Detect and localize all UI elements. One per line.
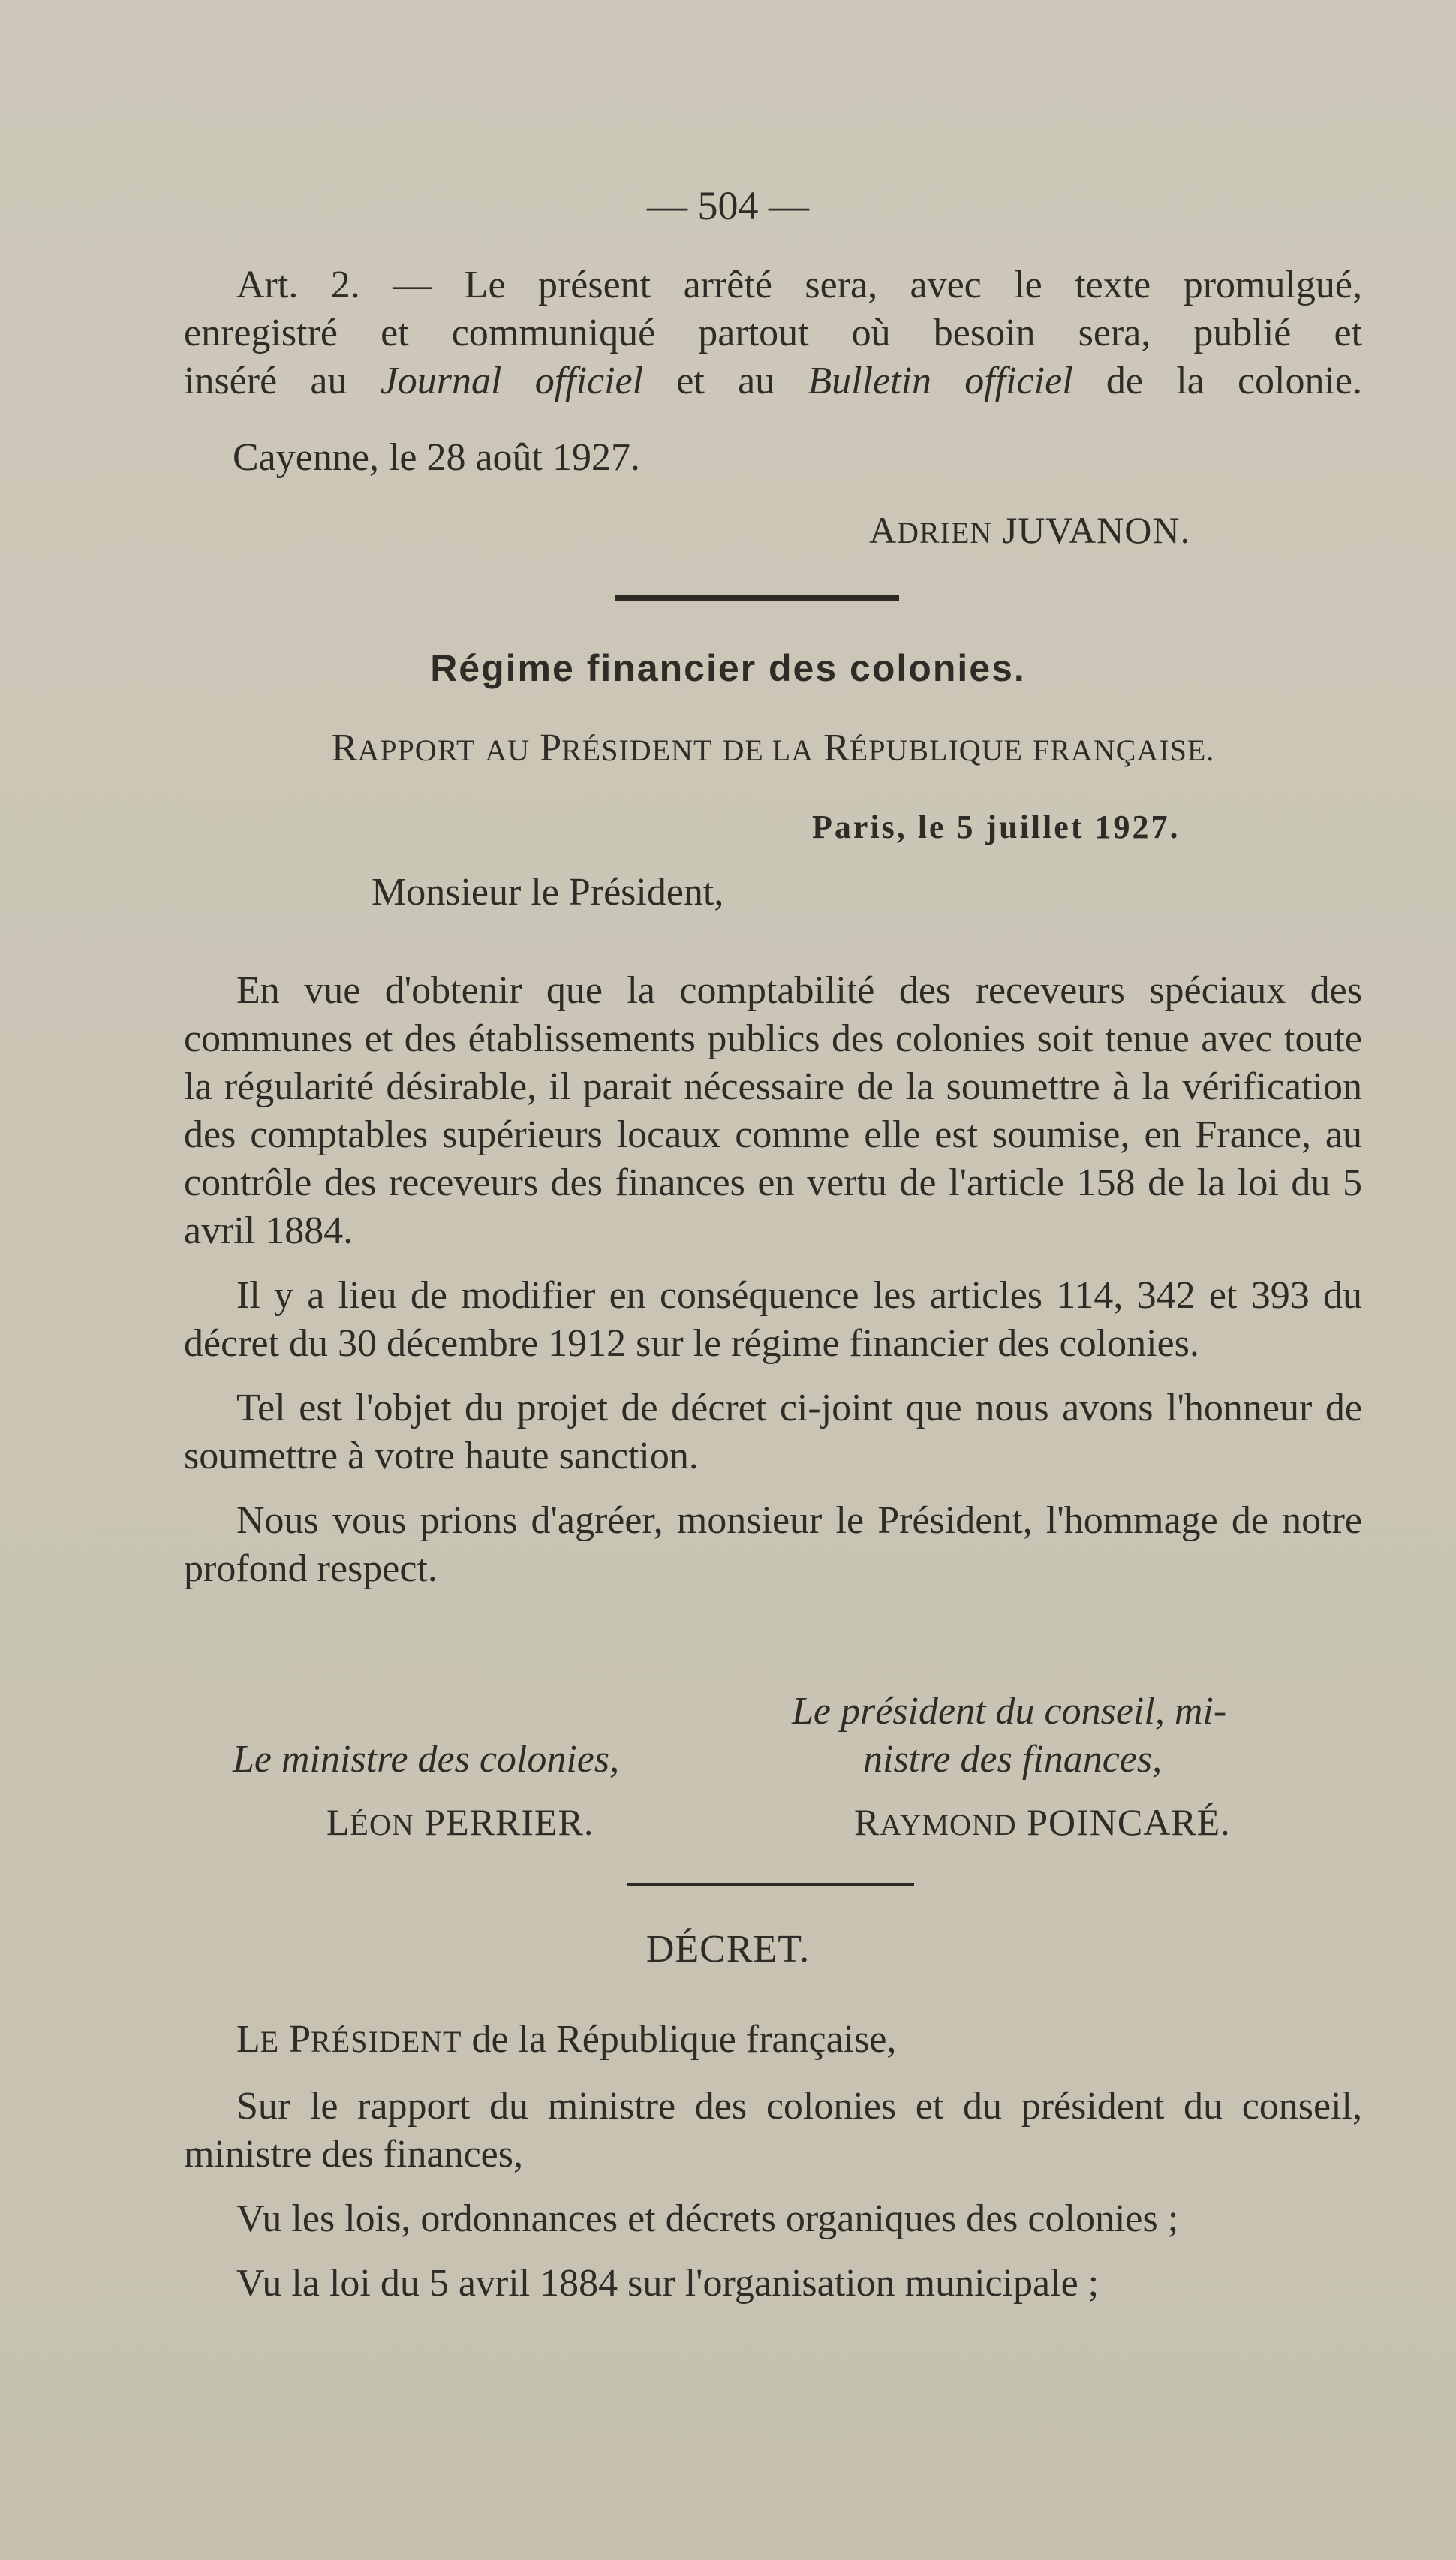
article-2-text: inséré au <box>184 360 381 402</box>
decree-word: de la République française, <box>462 2018 897 2061</box>
report-title-word: R <box>823 727 850 770</box>
report-title-word: P <box>540 727 562 770</box>
report-title-word: AU <box>485 733 531 767</box>
decree-word: P <box>289 2018 311 2061</box>
report-title <box>184 724 1362 775</box>
article-2-text: de la colonie. <box>1072 360 1362 402</box>
right-signatory-name <box>854 1800 1231 1844</box>
decree-president <box>184 2016 1362 2066</box>
paragraph-4: Nous vous prions d'agréer, monsieur le Président, l'hommage de notre profond respect. <box>184 1499 1362 1590</box>
left-signatory-name <box>326 1800 594 1844</box>
journal-officiel: Journal officiel <box>380 360 644 402</box>
signatory-initial: R <box>854 1801 880 1843</box>
report-body <box>184 967 1362 1593</box>
paragraph-3: Tel est l'objet du projet de décret ci-joint que nous avons l'honneur de soumettre à votre haute sanction. <box>184 1387 1362 1477</box>
article-2-line-1: Art. 2. — Le présent arrêté sera, avec le texte promulgué, <box>236 264 1362 306</box>
report-title-word: ÉPUBLIQUE <box>849 733 1023 767</box>
signatory-initial: L <box>326 1801 350 1843</box>
decree-visa-2: Vu les lois, ordonnances et décrets organiques des colonies ; <box>236 2197 1179 2240</box>
article-2-text: et au <box>643 360 808 402</box>
signature-firstname: DRIEN <box>897 516 993 550</box>
decree-word: RÉSIDENT <box>311 2025 462 2059</box>
signatory-lastname: PERRIER. <box>424 1801 594 1843</box>
decree-heading: DÉCRET. <box>645 1928 811 1971</box>
signatory-firstname: ÉON <box>350 1808 414 1842</box>
left-signatory-title: Le ministre des colonies, <box>233 1738 620 1781</box>
salutation: Monsieur le Président, <box>372 871 724 914</box>
article-2 <box>184 261 1362 405</box>
paragraph-2: Il y a lieu de modifier en conséquence les articles 114, 342 et 393 du décret du 30 décembre 1912 sur le régime financier des colonies. <box>184 1274 1362 1365</box>
signatory-lastname: POINCARÉ. <box>1027 1801 1231 1843</box>
report-title-word: FRANÇAISE. <box>1032 733 1215 767</box>
signature-lastname: JUVANON. <box>1002 509 1190 551</box>
place-date-cayenne: Cayenne, le 28 août 1927. <box>233 436 640 479</box>
article-2-line-2: enregistré et communiqué partout où besoin sera, publié et <box>184 312 1362 354</box>
section-title: Régime financier des colonies. <box>430 647 1026 689</box>
report-title-word: RÉSIDENT <box>561 733 713 767</box>
right-signatory-title-1: Le président du conseil, mi- <box>792 1690 1227 1733</box>
article-2-line-3 <box>184 357 1362 405</box>
paragraph-1: En vue d'obtenir que la comptabilité des receveurs spéciaux des communes et des établissements publics des colonies soit tenue avec toute la régularité désirable, il parait nécessaire de la soumettre à la vérification des comptables supérieurs locaux comme elle est soumise, en France, au contrôle des receveurs des finances en vertu de l'article 158 de la loi du 5 avril 1884. <box>184 969 1362 1252</box>
bulletin-officiel: Bulletin officiel <box>808 360 1073 402</box>
report-title-word: APPORT <box>357 733 476 767</box>
report-title-word: R <box>331 727 358 770</box>
right-signatory-title-2: nistre des finances, <box>863 1738 1163 1781</box>
separator-rule-2 <box>627 1883 914 1886</box>
decree-body <box>184 2016 1362 2308</box>
decree-visa-1: Sur le rapport du ministre des colonies et du président du conseil, ministre des finances, <box>184 2085 1362 2176</box>
decree-visa-3: Vu la loi du 5 avril 1884 sur l'organisation municipale ; <box>236 2262 1100 2305</box>
separator-rule <box>615 595 899 601</box>
signatory-firstname: AYMOND <box>880 1808 1017 1842</box>
signature-juvanon <box>869 506 1190 557</box>
page-number: — 504 — <box>647 183 809 228</box>
place-date-paris: Paris, le 5 juillet 1927. <box>812 809 1181 845</box>
signature-initial: A <box>869 509 898 551</box>
report-title-word: DE LA <box>722 733 814 767</box>
decree-word: E <box>260 2025 280 2059</box>
decree-word: L <box>236 2018 260 2061</box>
